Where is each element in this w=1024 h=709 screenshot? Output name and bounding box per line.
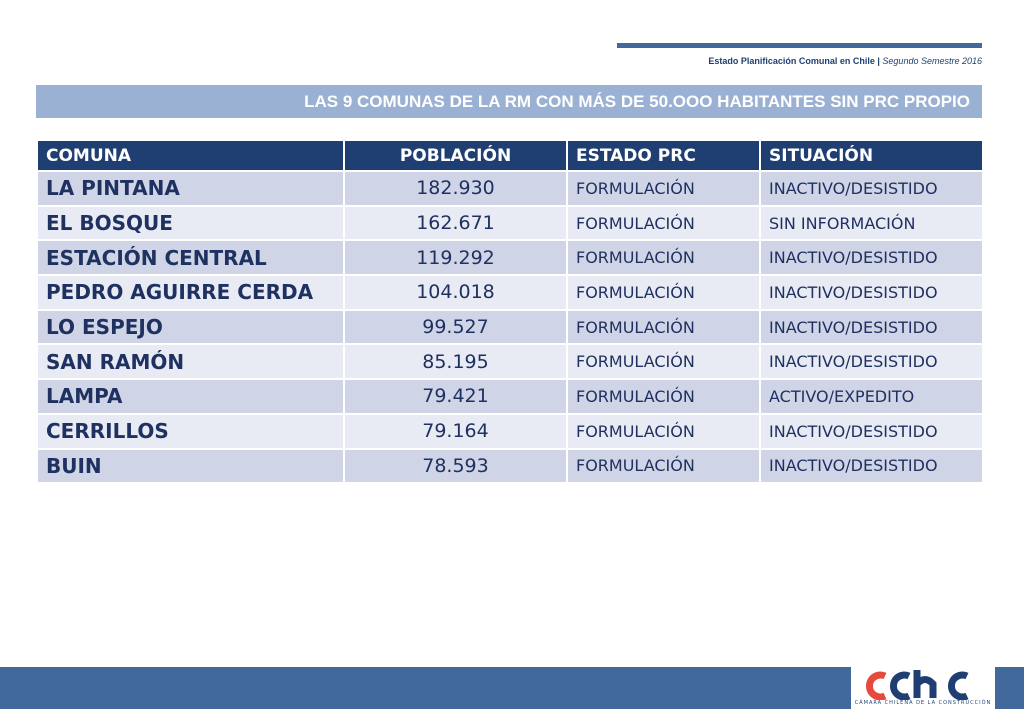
- cell-situacion: SIN INFORMACIÓN: [760, 206, 983, 241]
- cell-situacion: INACTIVO/DESISTIDO: [760, 310, 983, 345]
- cell-situacion: INACTIVO/DESISTIDO: [760, 414, 983, 449]
- cell-poblacion: 99.527: [344, 310, 567, 345]
- table-header-row: [37, 140, 983, 171]
- cell-situacion: INACTIVO/DESISTIDO: [760, 275, 983, 310]
- table-row: [37, 275, 983, 310]
- cell-situacion: INACTIVO/DESISTIDO: [760, 344, 983, 379]
- table-row: [37, 414, 983, 449]
- cell-estado: FORMULACIÓN: [567, 171, 760, 206]
- cell-comuna: PEDRO AGUIRRE CERDA: [37, 275, 344, 310]
- cell-situacion: INACTIVO/DESISTIDO: [760, 171, 983, 206]
- cell-estado: FORMULACIÓN: [567, 414, 760, 449]
- column-header-comuna: COMUNA: [37, 140, 344, 171]
- title-banner: [36, 85, 982, 118]
- cell-comuna: ESTACIÓN CENTRAL: [37, 240, 344, 275]
- table-row: [37, 171, 983, 206]
- cell-poblacion: 79.164: [344, 414, 567, 449]
- cell-situacion: INACTIVO/DESISTIDO: [760, 240, 983, 275]
- cell-estado: FORMULACIÓN: [567, 449, 760, 484]
- table-row: [37, 379, 983, 414]
- table-row: [37, 344, 983, 379]
- cell-comuna: LAMPA: [37, 379, 344, 414]
- cell-comuna: CERRILLOS: [37, 414, 344, 449]
- cell-comuna: EL BOSQUE: [37, 206, 344, 241]
- table-row: [37, 240, 983, 275]
- cell-poblacion: 78.593: [344, 449, 567, 484]
- report-name: Estado Planificación Comunal en Chile: [708, 56, 875, 66]
- column-header-situacion: SITUACIÓN: [760, 140, 983, 171]
- cell-estado: FORMULACIÓN: [567, 379, 760, 414]
- page-title: LAS 9 COMUNAS DE LA RM CON MÁS DE 50.OOO HABITANTES SIN PRC PROPIO: [304, 91, 970, 111]
- header-accent-bar: [617, 43, 982, 48]
- table-row: [37, 449, 983, 484]
- report-period: Segundo Semestre 2016: [882, 56, 982, 66]
- column-header-estado-prc: ESTADO PRC: [567, 140, 760, 171]
- cchc-logo: [851, 667, 995, 709]
- comunas-table: [36, 139, 984, 484]
- cell-poblacion: 182.930: [344, 171, 567, 206]
- cell-poblacion: 85.195: [344, 344, 567, 379]
- table-row: [37, 206, 983, 241]
- cell-situacion: INACTIVO/DESISTIDO: [760, 449, 983, 484]
- cell-estado: FORMULACIÓN: [567, 344, 760, 379]
- logo-caption: CÁMARA CHILENA DE LA CONSTRUCCIÓN: [854, 700, 992, 706]
- cell-comuna: LO ESPEJO: [37, 310, 344, 345]
- report-header: [708, 56, 982, 66]
- cell-poblacion: 119.292: [344, 240, 567, 275]
- cell-poblacion: 104.018: [344, 275, 567, 310]
- cchc-logo-mark: [863, 670, 983, 700]
- cell-estado: FORMULACIÓN: [567, 206, 760, 241]
- header-separator: |: [874, 56, 883, 66]
- cell-comuna: BUIN: [37, 449, 344, 484]
- cell-poblacion: 162.671: [344, 206, 567, 241]
- cell-estado: FORMULACIÓN: [567, 310, 760, 345]
- cell-estado: FORMULACIÓN: [567, 240, 760, 275]
- cell-estado: FORMULACIÓN: [567, 275, 760, 310]
- table-row: [37, 310, 983, 345]
- cell-comuna: SAN RAMÓN: [37, 344, 344, 379]
- cell-poblacion: 79.421: [344, 379, 567, 414]
- cell-situacion: ACTIVO/EXPEDITO: [760, 379, 983, 414]
- column-header-poblacion: POBLACIÓN: [344, 140, 567, 171]
- cell-comuna: LA PINTANA: [37, 171, 344, 206]
